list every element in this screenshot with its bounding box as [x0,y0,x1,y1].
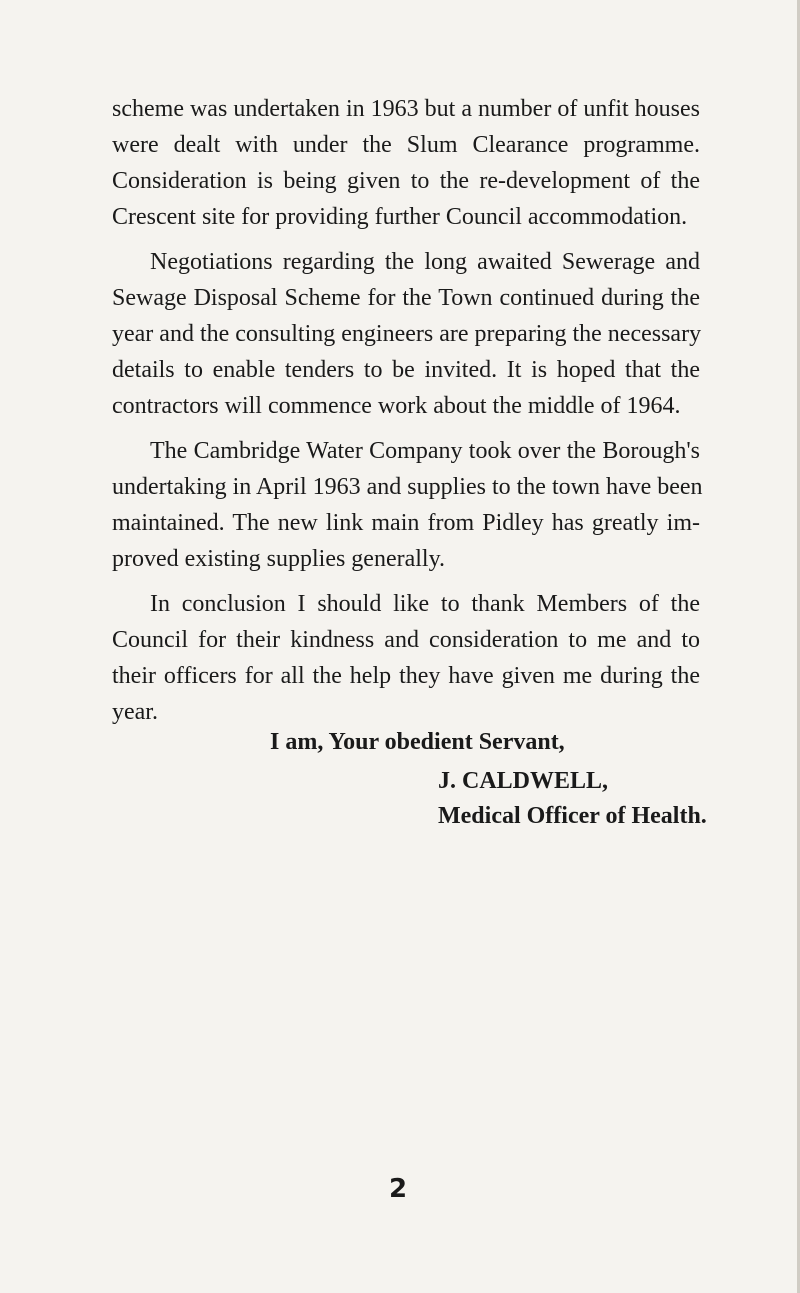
signature-closing: I am, Your obedient Servant, [270,729,565,755]
body-line-7: year and the consulting engineers are preparing the necessary [112,321,702,347]
body-line-13: proved existing supplies generally. [112,546,446,572]
body-line-15: Council for their kindness and consideration to me and to [112,627,700,653]
body-line-2: were dealt with under the Slum Clearance programme. [112,132,700,158]
signature-title: Medical Officer of Health. [438,803,707,829]
body-line-8: details to enable tenders to be invited. It is hoped that the [112,357,700,383]
body-line-17: year. [112,699,158,725]
body-line-14: In conclusion I should like to thank Members of the [150,591,700,617]
body-line-11: undertaking in April 1963 and supplies to the town have been [112,474,703,500]
page-number: 2 [389,1174,408,1204]
body-line-1: scheme was undertaken in 1963 but a number of unfit houses [112,96,700,122]
body-line-16: their officers for all the help they have given me during the [112,663,700,689]
body-line-9: contractors will commence work about the middle of 1964. [112,393,681,419]
body-line-3: Consideration is being given to the re-development of the [112,168,700,194]
body-line-5: Negotiations regarding the long awaited Sewerage and [150,249,700,275]
signature-name: J. CALDWELL, [438,768,609,794]
body-line-6: Sewage Disposal Scheme for the Town continued during the [112,285,700,311]
body-line-12: maintained. The new link main from Pidley has greatly im- [112,510,700,536]
body-line-10: The Cambridge Water Company took over the Borough's [150,438,700,464]
body-line-4: Crescent site for providing further Council accommodation. [112,204,688,230]
